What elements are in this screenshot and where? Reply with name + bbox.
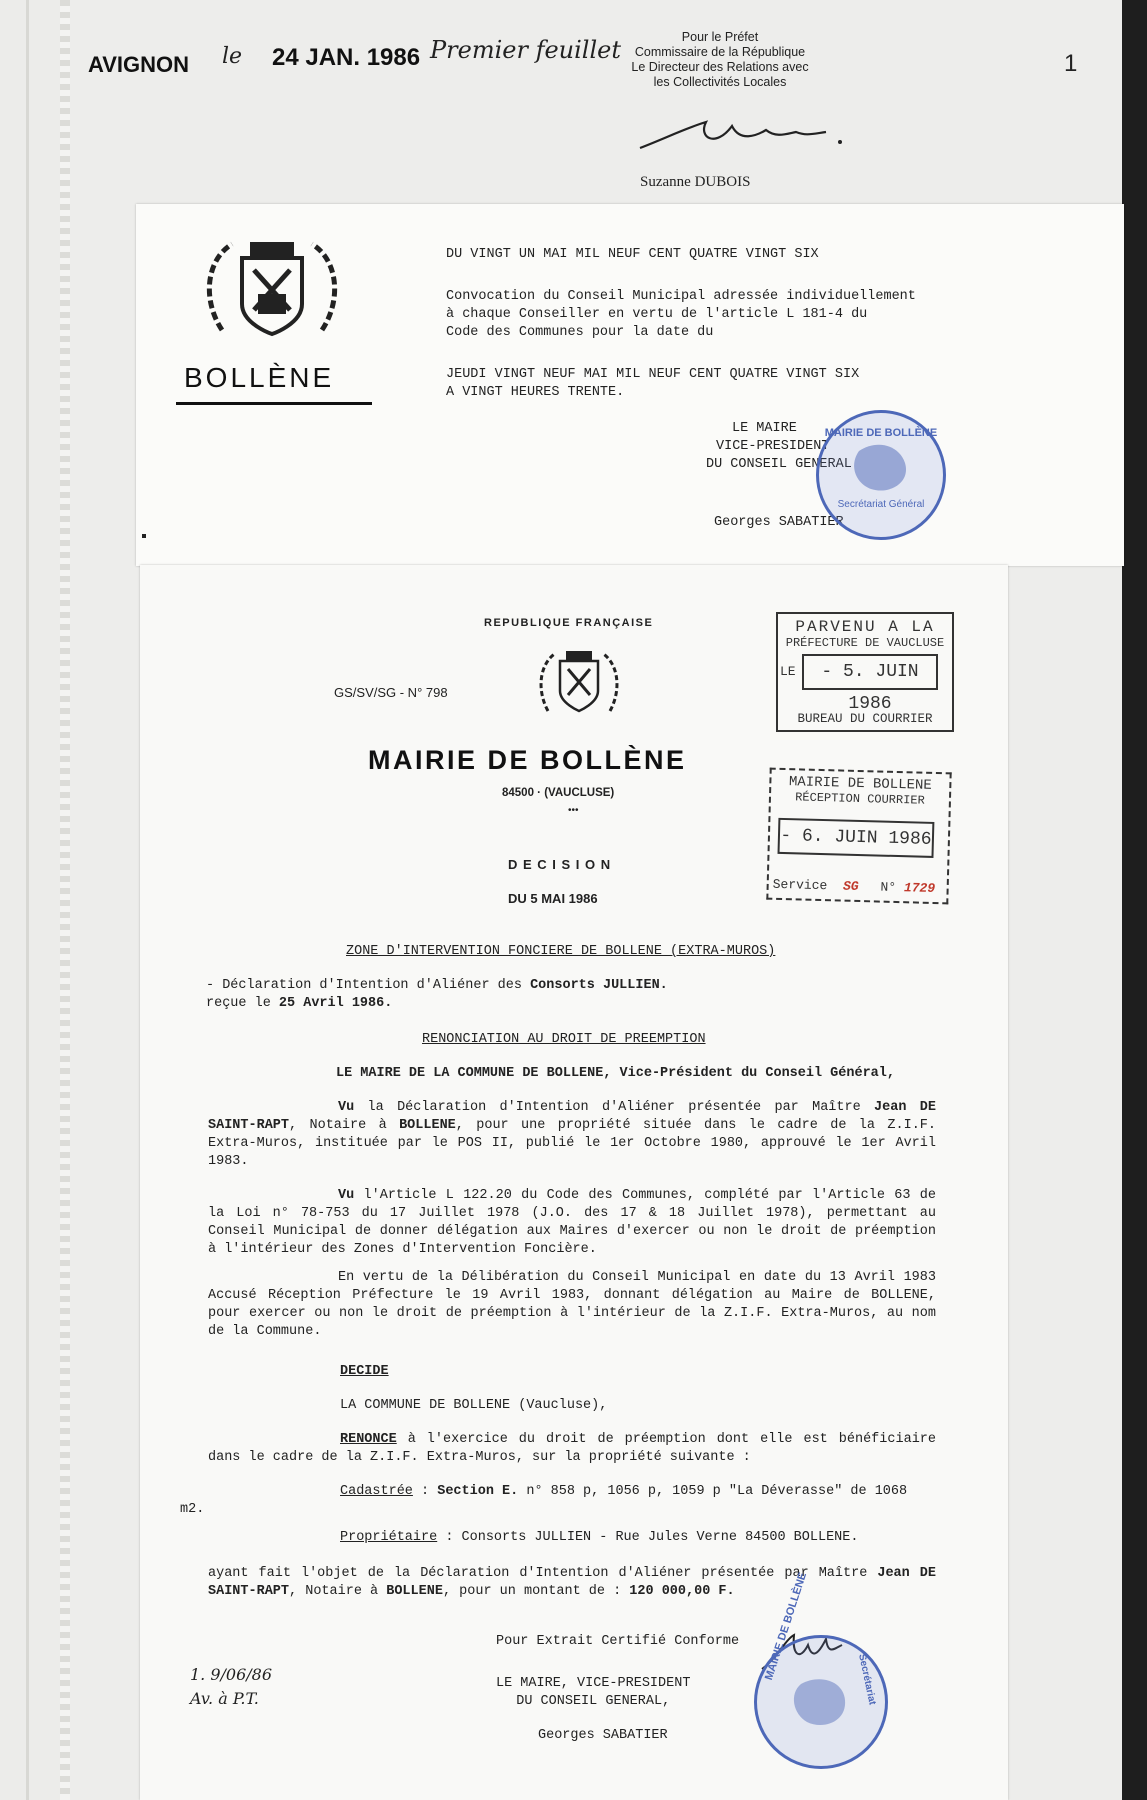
notary-name: Jean DE SAINT-RAPT bbox=[208, 1100, 936, 1133]
seal-top-text: MAIRIE DE BOLLÈNE bbox=[824, 427, 938, 439]
mairie-stamp-line: RÉCEPTION COURRIER bbox=[794, 790, 925, 808]
mairie-seal-stamp-2 bbox=[754, 1571, 888, 1769]
prefecture-stamp-line: PRÉFECTURE DE VAUCLUSE bbox=[785, 636, 945, 650]
en-vertu-paragraph: En vertu de la Délibération du Conseil Municipal en date du 13 Avril 1983 Accusé Réception Préfecture le 19 Avril 1983, donnant délégation au Maire de BOLLENE, pour exercer ou non le droit de préemption à l'intérieur de la Z.I.F. Extra-Muros, au nom de la Commune. bbox=[208, 1270, 936, 1339]
cadastree-section: Section E. bbox=[437, 1484, 519, 1499]
dia-line-1 bbox=[206, 977, 668, 995]
margin-note bbox=[190, 1663, 272, 1711]
margin-note-line: Av. à P.T. bbox=[190, 1689, 259, 1708]
convocation-para-line: Code des Communes pour la date du bbox=[446, 325, 714, 340]
seal2-left-text: MAIRIE DE BOLLÈNE bbox=[763, 1571, 810, 1682]
town-name: BOLLÈNE bbox=[184, 362, 335, 393]
prefect-line: Le Directeur des Relations avec bbox=[631, 60, 809, 74]
mairie-stamp-line: MAIRIE DE BOLLENE bbox=[788, 774, 932, 794]
decision-card bbox=[140, 565, 1008, 1800]
notary-town: BOLLENE bbox=[399, 1118, 456, 1133]
seal-emblem-icon bbox=[819, 439, 943, 499]
margin-note-line: 1. 9/06/86 bbox=[190, 1665, 273, 1684]
sale-amount: 120 000,00 F. bbox=[629, 1584, 735, 1599]
prefect-line: les Collectivités Locales bbox=[653, 75, 787, 89]
proprietaire-text: : Consorts JULLIEN - Rue Jules Verne 84500 BOLLENE. bbox=[437, 1530, 859, 1545]
prefect-block bbox=[620, 30, 820, 90]
small-coat-of-arms-icon bbox=[536, 645, 622, 719]
seal2-emblem-icon bbox=[757, 1638, 885, 1766]
closing-line: LE MAIRE, VICE-PRESIDENT bbox=[496, 1676, 691, 1691]
signature-line: LE MAIRE bbox=[732, 421, 797, 436]
meeting-date bbox=[446, 366, 859, 402]
renonciation-title: RENONCIATION AU DROIT DE PREEMPTION bbox=[422, 1032, 706, 1047]
seal-bottom-text: Secrétariat Général bbox=[837, 499, 925, 510]
proprietaire-label: Propriétaire bbox=[340, 1530, 438, 1545]
vu-lead: Vu bbox=[338, 1100, 355, 1115]
meeting-line: JEUDI VINGT NEUF MAI MIL NEUF CENT QUATRE VINGT SIX bbox=[446, 367, 860, 382]
renonce-paragraph bbox=[208, 1431, 936, 1467]
prefecture-reception-stamp bbox=[776, 612, 954, 732]
decision-heading: D E C I S I O N bbox=[508, 857, 612, 872]
mayor-line: LE MAIRE DE LA COMMUNE DE BOLLENE, Vice-Président du Conseil Général, bbox=[336, 1066, 895, 1081]
closing-signature-block bbox=[496, 1675, 690, 1711]
closing-line: DU CONSEIL GENERAL, bbox=[516, 1694, 671, 1709]
prefect-line: Commissaire de la République bbox=[634, 45, 806, 59]
renonce-text: à l'exercice du droit de préemption dont elle est bénéficiaire dans le cadre de la Z.I.F. Extra-Muros, sur la propriété suivante : bbox=[208, 1432, 936, 1465]
mairie-reception-stamp bbox=[766, 768, 951, 905]
zone-title: ZONE D'INTERVENTION FONCIERE DE BOLLENE (EXTRA-MUROS) bbox=[346, 944, 776, 959]
header-signature bbox=[636, 108, 846, 158]
vu-paragraph-1 bbox=[208, 1099, 936, 1171]
page-number: 1 bbox=[1064, 50, 1078, 77]
dia-date: 25 Avril 1986. bbox=[278, 996, 393, 1011]
left-binding bbox=[0, 0, 63, 1800]
mairie-stamp-service-row bbox=[773, 877, 936, 896]
mairie-stamp-no-value: 1729 bbox=[903, 880, 936, 897]
dia-owners: Consorts JULLIEN. bbox=[530, 978, 668, 993]
vu-text: , pour une propriété située dans le cadre de la Z.I.F. Extra-Muros, instituée par le POS II, publié le 1er Octobre 1980, approuvé le 1er Avril 1983. bbox=[208, 1118, 936, 1169]
cadastree-text: n° 858 p, 1056 p, 1059 p "La Déverasse" de 1068 m2. bbox=[180, 1484, 908, 1517]
header-le: le bbox=[222, 44, 243, 69]
closing-signatory: Georges SABATIER bbox=[538, 1728, 668, 1743]
coat-of-arms-icon bbox=[202, 230, 342, 350]
notary-town: BOLLENE bbox=[386, 1584, 443, 1599]
cadastree-line bbox=[180, 1483, 936, 1519]
mairie-stamp-service-value: SG bbox=[842, 878, 859, 895]
mairie-stamp-service-label: Service bbox=[772, 876, 828, 894]
mairie-seal-stamp bbox=[816, 410, 946, 540]
postal-code: 84500 · (VAUCLUSE) bbox=[502, 787, 615, 799]
header-note: Premier feuillet bbox=[430, 36, 621, 64]
vu-paragraph-2 bbox=[208, 1187, 936, 1259]
notary-name: Jean DE SAINT-RAPT bbox=[208, 1566, 936, 1599]
final-paragraph bbox=[208, 1565, 936, 1601]
commune-line: LA COMMUNE DE BOLLENE (Vaucluse), bbox=[340, 1398, 608, 1413]
mairie-stamp-no-label: N° bbox=[880, 879, 897, 895]
prefect-line: Pour le Préfet bbox=[681, 30, 759, 44]
seal2-right-text: Secrétariat bbox=[856, 1653, 878, 1706]
final-text: , pour un montant de : bbox=[442, 1584, 630, 1599]
header-signatory: Suzanne DUBOIS bbox=[640, 174, 751, 190]
dia-text: reçue le bbox=[206, 996, 279, 1011]
prefecture-stamp-bottom: BUREAU DU COURRIER bbox=[797, 712, 933, 726]
dia-text: - Déclaration d'Intention d'Aliéner des bbox=[206, 978, 531, 993]
torn-edge bbox=[60, 0, 70, 1800]
vu-lead: Vu bbox=[338, 1188, 355, 1203]
convocation-para-line: à chaque Conseiller en vertu de l'article L 181-4 du bbox=[446, 307, 868, 322]
separator-dots: ••• bbox=[568, 805, 579, 816]
town-underline bbox=[176, 402, 372, 405]
mairie-stamp-date: - 6. JUIN 1986 bbox=[778, 818, 935, 858]
certifie-line: Pour Extrait Certifié Conforme bbox=[496, 1634, 740, 1649]
republic-label: REPUBLIQUE FRANÇAISE bbox=[484, 617, 654, 629]
header-date: 24 JAN. 1986 bbox=[272, 44, 421, 71]
convocation-para-line: Convocation du Conseil Municipal adressée individuellement bbox=[446, 289, 916, 304]
header-city: AVIGNON bbox=[88, 52, 190, 77]
final-text: , Notaire à bbox=[289, 1584, 387, 1599]
dia-line-2 bbox=[206, 995, 392, 1013]
vu-text: , Notaire à bbox=[289, 1118, 400, 1133]
convocation-date-line: DU VINGT UN MAI MIL NEUF CENT QUATRE VINGT SIX bbox=[446, 247, 819, 262]
renonce-lead: RENONCE bbox=[340, 1432, 397, 1447]
proprietaire-line bbox=[340, 1529, 859, 1547]
cadastree-label: Cadastrée bbox=[340, 1484, 413, 1499]
convocation-card bbox=[136, 204, 1124, 566]
vu-text: la Déclaration d'Intention d'Aliéner présentée par Maître bbox=[354, 1100, 875, 1115]
decide-label: DECIDE bbox=[340, 1364, 389, 1379]
prefecture-stamp-date: - 5. JUIN 1986 bbox=[802, 654, 938, 690]
binding-fold bbox=[26, 0, 29, 1800]
signature-line: DU CONSEIL GENERAL bbox=[706, 457, 852, 472]
reference-number: GS/SV/SG - N° 798 bbox=[334, 685, 448, 700]
hole-punch-mark bbox=[142, 534, 146, 538]
decision-date: DU 5 MAI 1986 bbox=[508, 891, 598, 906]
vu-text: l'Article L 122.20 du Code des Communes, complété par l'Article 63 de la Loi n° 78-753 du 17 Juillet 1978 (J.O. des 17 & 18 Juillet 1978), permettant au Conseil Municipal de donner délégation aux Maires d'exercer ou non le droit de préemption à l'intérieur des Zones d'Intervention Foncière. bbox=[208, 1188, 936, 1257]
mairie-title: MAIRIE DE BOLLÈNE bbox=[368, 745, 687, 775]
prefecture-stamp-line: PARVENU A LA bbox=[795, 618, 935, 636]
prefecture-stamp-le: LE bbox=[780, 664, 796, 679]
convocation-paragraph bbox=[446, 288, 916, 342]
cadastree-sep: : bbox=[412, 1484, 438, 1499]
final-text: ayant fait l'objet de la Déclaration d'Intention d'Aliéner présentée par Maître bbox=[208, 1566, 878, 1581]
convocation-signatory: Georges SABATIER bbox=[714, 515, 844, 530]
meeting-line: A VINGT HEURES TRENTE. bbox=[446, 385, 625, 400]
signature-line: VICE-PRESIDENT bbox=[716, 439, 830, 454]
